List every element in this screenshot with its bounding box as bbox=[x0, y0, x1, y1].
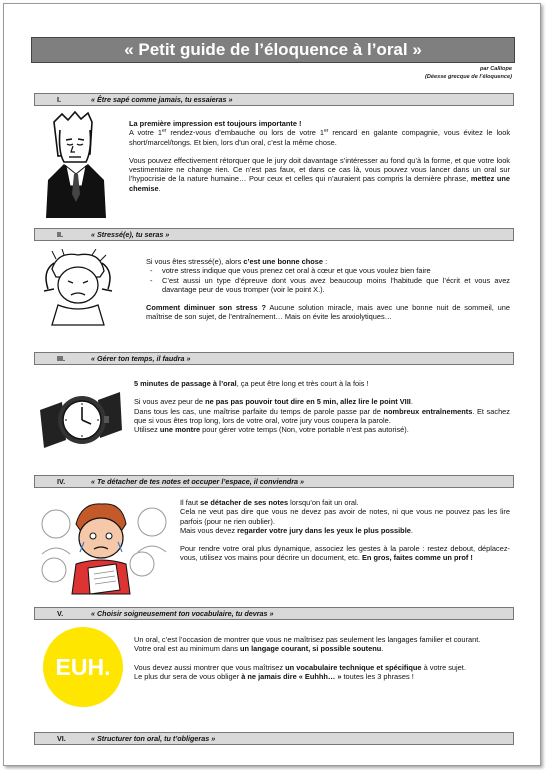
section-title: « Gérer ton temps, il faudra » bbox=[91, 354, 191, 363]
section-5-paragraph-1: Un oral, c’est l’occasion de montrer que vous ne maîtrisez pas seulement les langages familier et courant. bbox=[134, 635, 481, 644]
section-5-paragraph-2: Votre oral est au minimum dans un langage courant, si possible soutenu. bbox=[134, 644, 384, 654]
man-in-suit-illustration bbox=[40, 110, 114, 220]
section-3-text bbox=[134, 379, 510, 434]
section-1-paragraph-2: Vous pouvez effectivement rétorquer que le jury doit davantage s’intéresser au fond qu’à la forme, et que votre look vestimentaire ne change rien. Ce n’est pas faux, et dans ce cas là, vous pouvez vous lancer dans un oral sur l’hypocrisie de la nature humaine… Pour ceux et celles qui n’auraient pas compris la dernière phrase, mettez une chemise. bbox=[129, 155, 510, 193]
document-page bbox=[3, 3, 541, 766]
section-2-paragraph-2: Comment diminuer son stress ? Aucune solution miracle, mais avec une bonne nuit de sommeil, une maîtrise de son sujet, de l’entraînement… Mais on évite les anxiolytiques… bbox=[146, 303, 510, 322]
section-5-paragraph-4: Le plus dur sera de vous obliger à ne jamais dire « Euhhh… » toutes les 3 phrases ! bbox=[134, 671, 414, 681]
section-3-paragraph-2: Si vous avez peur de ne pas pas pouvoir tout dire en 5 min, allez lire le point VIII. bbox=[134, 397, 413, 407]
section-header-6 bbox=[34, 732, 514, 745]
euh-text: EUH. bbox=[55, 654, 111, 680]
list-item: - votre stress indique que vous prenez cet oral à cœur et que vous voulez bien faire bbox=[162, 266, 510, 275]
section-5-paragraph-3: Vous devez aussi montrer que vous maîtrisez un vocabulaire technique et spécifique à votre sujet. bbox=[134, 662, 466, 672]
section-number: V. bbox=[57, 609, 64, 618]
section-2-list bbox=[146, 266, 510, 294]
section-2-intro: Si vous êtes stressé(e), alors c’est une bonne chose : bbox=[146, 257, 328, 266]
section-3-paragraph-3: Dans tous les cas, une maîtrise parfaite du temps de parole passe par de nombreux entraînements. Et sachez que si vous êtes trop long, lors de votre oral, votre jury vous coupera la parole. bbox=[134, 406, 510, 425]
section-header-2 bbox=[34, 228, 514, 241]
euh-circle-illustration bbox=[42, 626, 124, 708]
section-4-paragraph-2: Cela ne veut pas dire que vous ne devez pas avoir de notes, ni que vous ne pouvez pas les lire parfois (pour ne rien oublier). bbox=[180, 507, 510, 526]
byline-author: par Calliope bbox=[479, 66, 512, 72]
section-title: « Être sapé comme jamais, tu essaieras » bbox=[91, 95, 233, 104]
stressed-person-illustration bbox=[38, 249, 118, 327]
section-1-paragraph-1: A votre 1er rendez-vous d’embauche ou lors de votre 1er rencard en galante compagnie, vous évitez le look short/marcel/tongs. Et bien, lors d’un oral, c’est la même chose. bbox=[129, 128, 511, 147]
section-2-text bbox=[146, 257, 510, 322]
section-5-text bbox=[134, 635, 510, 681]
section-header-5 bbox=[34, 607, 514, 620]
page-title: « Petit guide de l’éloquence à l’oral » bbox=[31, 37, 515, 63]
section-4-text bbox=[180, 498, 510, 563]
section-title: « Choisir soigneusement ton vocabulaire, tu devras » bbox=[91, 609, 274, 618]
section-4-paragraph-4: Pour rendre votre oral plus dynamique, associez les gestes à la parole : restez debout, déplacez-vous, utilisez vos mains pour décrire un document, etc. En gros, faites comme un prof ! bbox=[180, 544, 510, 563]
section-number: IV. bbox=[57, 477, 66, 486]
section-4-paragraph-1: Il faut se détacher de ses notes lorsqu’on fait un oral. bbox=[180, 498, 359, 507]
student-reading-notes-illustration bbox=[34, 494, 174, 598]
section-header-1 bbox=[34, 93, 514, 106]
section-1-text bbox=[129, 119, 510, 193]
section-number: II. bbox=[57, 230, 63, 239]
section-title: « Stressé(e), tu seras » bbox=[91, 230, 170, 239]
section-header-3 bbox=[34, 352, 514, 365]
section-number: I. bbox=[57, 95, 61, 104]
section-header-4 bbox=[34, 475, 514, 488]
section-number: III. bbox=[57, 354, 65, 363]
section-3-paragraph-1: 5 minutes de passage à l’oral, ça peut être long et très court à la fois ! bbox=[134, 379, 369, 388]
section-1-heading: La première impression est toujours importante ! bbox=[129, 119, 302, 128]
byline bbox=[425, 65, 512, 81]
byline-subtitle: (Déesse grecque de l’éloquence) bbox=[424, 74, 512, 80]
list-item: - C’est aussi un type d’épreuve dont vous avez beaucoup moins l’habitude que l’écrit et vous avez davantage peur de vous tromper (voir le point X.). bbox=[162, 276, 510, 295]
section-3-paragraph-4: Utilisez une montre pour gérer votre temps (Non, votre portable n’est pas autorisé). bbox=[134, 425, 409, 435]
section-title: « Te détacher de tes notes et occuper l’espace, il conviendra » bbox=[91, 477, 305, 486]
section-4-paragraph-3: Mais vous devez regarder votre jury dans les yeux le plus possible. bbox=[180, 525, 413, 535]
section-number: VI. bbox=[57, 734, 66, 743]
wristwatch-illustration bbox=[36, 380, 124, 462]
section-title: « Structurer ton oral, tu t’obligeras » bbox=[91, 734, 216, 743]
